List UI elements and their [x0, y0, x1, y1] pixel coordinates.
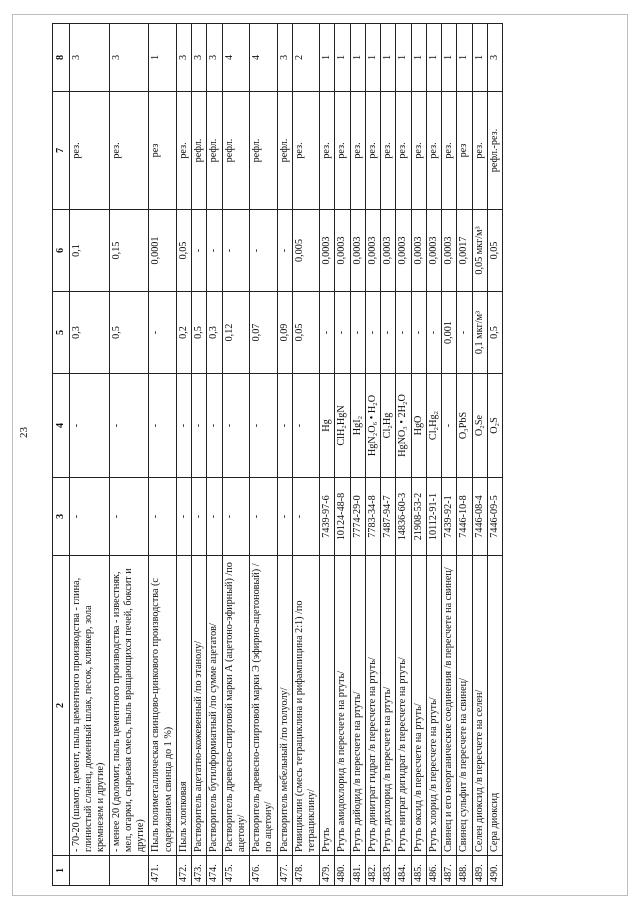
- action-type: рез.: [109, 92, 149, 210]
- hazard-class: 1: [442, 24, 457, 92]
- hazard-class: 1: [396, 24, 411, 92]
- row-number: 489.: [472, 856, 487, 886]
- action-type: рез.: [335, 92, 350, 210]
- action-type: рез.: [381, 92, 396, 210]
- substance-name: Растворитель древесно-спиртовой марки А (ацетоно-эфирный) /по ацетону/: [222, 556, 249, 856]
- row-number: 472.: [176, 856, 191, 886]
- table-row: [207, 24, 222, 886]
- cas-number: -: [70, 478, 110, 556]
- value-col-6: -: [192, 210, 207, 292]
- row-number: 487.: [442, 856, 457, 886]
- cas-number: 7487-94-7: [381, 478, 396, 556]
- value-col-5: 0,5: [192, 292, 207, 374]
- row-number: 481.: [350, 856, 365, 886]
- formula: HgNO₃ • 2H₂O: [396, 374, 411, 478]
- table-row: [250, 24, 277, 886]
- table-row: [222, 24, 249, 886]
- value-col-6: 0,0003: [365, 210, 380, 292]
- formula: HgI₂: [350, 374, 365, 478]
- row-number: 486.: [426, 856, 441, 886]
- formula: -: [207, 374, 222, 478]
- row-number: [109, 856, 149, 886]
- cas-number: 7446-08-4: [472, 478, 487, 556]
- header-cell: 3: [53, 478, 70, 556]
- header-row: [53, 24, 70, 886]
- value-col-5: -: [149, 292, 176, 374]
- cas-number: -: [192, 478, 207, 556]
- table-row: [320, 24, 335, 886]
- action-type: рез.: [70, 92, 110, 210]
- value-col-6: -: [277, 210, 292, 292]
- table-row: [411, 24, 426, 886]
- value-col-5: 0,07: [250, 292, 277, 374]
- substance-name: - 70-20 (шамот, цемент, пыль цементного производства - глина, глинистый сланец, доменный шлак, песок, клинкер, зола кремнезем и другие): [70, 556, 110, 856]
- table-row: [426, 24, 441, 886]
- header-cell: 8: [53, 24, 70, 92]
- action-type: рез.: [411, 92, 426, 210]
- table-row: [109, 24, 149, 886]
- hazard-class: 3: [70, 24, 110, 92]
- header-cell: 7: [53, 92, 70, 210]
- substance-name: Растворитель мебельный /по толуолу/: [277, 556, 292, 856]
- value-col-6: 0,05: [176, 210, 191, 292]
- value-col-5: 0,5: [487, 292, 502, 374]
- cas-number: 10124-48-8: [335, 478, 350, 556]
- action-type: рефл.: [207, 92, 222, 210]
- formula: -: [176, 374, 191, 478]
- value-col-6: 0,1: [70, 210, 110, 292]
- substance-name: Ртуть хлорид /в пересчете на ртуть/: [426, 556, 441, 856]
- table-row: [176, 24, 191, 886]
- formula: -: [149, 374, 176, 478]
- formula: -: [250, 374, 277, 478]
- formula: -: [222, 374, 249, 478]
- action-type: рез: [149, 92, 176, 210]
- value-col-5: 0,12: [222, 292, 249, 374]
- substance-name: Ртуть динитрат гидрат /в пересчете на ртуть/: [365, 556, 380, 856]
- value-col-6: 0,0003: [381, 210, 396, 292]
- table-row: [457, 24, 472, 886]
- value-col-6: 0,0001: [149, 210, 176, 292]
- cas-number: -: [222, 478, 249, 556]
- formula: -: [442, 374, 457, 478]
- table-row: [365, 24, 380, 886]
- cas-number: 21908-53-2: [411, 478, 426, 556]
- cas-number: 7439-92-1: [442, 478, 457, 556]
- value-col-6: 0,0003: [335, 210, 350, 292]
- substance-table: [52, 23, 503, 886]
- substance-name: Сера диоксид: [487, 556, 502, 856]
- value-col-5: -: [350, 292, 365, 374]
- row-number: 478.: [292, 856, 319, 886]
- row-number: 473.: [192, 856, 207, 886]
- formula: -: [292, 374, 319, 478]
- table-row: [442, 24, 457, 886]
- substance-name: Растворитель ацетатно-кожевенный /по этанолу/: [192, 556, 207, 856]
- action-type: рефл.: [192, 92, 207, 210]
- substance-name: Свинец сульфит /в пересчете на свинец/: [457, 556, 472, 856]
- table-row: [487, 24, 502, 886]
- value-col-5: -: [381, 292, 396, 374]
- action-type: рез.: [320, 92, 335, 210]
- substance-name: Ртуть дихлорид /в пересчете на ртуть/: [381, 556, 396, 856]
- table-row: [350, 24, 365, 886]
- hazard-class: 3: [192, 24, 207, 92]
- formula: -: [277, 374, 292, 478]
- row-number: 471.: [149, 856, 176, 886]
- hazard-class: 1: [411, 24, 426, 92]
- value-col-6: 0,0003: [426, 210, 441, 292]
- cas-number: 10112-91-1: [426, 478, 441, 556]
- action-type: рез: [457, 92, 472, 210]
- action-type: рез.: [442, 92, 457, 210]
- formula: Cl₂Hg₂: [426, 374, 441, 478]
- row-number: 482.: [365, 856, 380, 886]
- row-number: 474.: [207, 856, 222, 886]
- table-row: [472, 24, 487, 886]
- value-col-6: 0,05: [487, 210, 502, 292]
- row-number: 475.: [222, 856, 249, 886]
- value-col-6: 0,15: [109, 210, 149, 292]
- hazard-class: 1: [320, 24, 335, 92]
- formula: Hg: [320, 374, 335, 478]
- substance-name: Ртуть: [320, 556, 335, 856]
- action-type: рез.: [396, 92, 411, 210]
- value-col-5: -: [320, 292, 335, 374]
- cas-number: -: [250, 478, 277, 556]
- action-type: рефл.: [222, 92, 249, 210]
- substance-name: Ривициклин (смесь тетрациклина и рифампицина 2:1) /по тетрациклину/: [292, 556, 319, 856]
- header-cell: 1: [53, 856, 70, 886]
- formula: Cl₂Hg: [381, 374, 396, 478]
- formula: -: [192, 374, 207, 478]
- cas-number: 7446-10-8: [457, 478, 472, 556]
- value-col-6: 0,0017: [457, 210, 472, 292]
- substance-name: Селен диоксид /в пересчете на селен/: [472, 556, 487, 856]
- value-col-5: 0,3: [70, 292, 110, 374]
- hazard-class: 3: [109, 24, 149, 92]
- table-row: [292, 24, 319, 886]
- action-type: рез.: [176, 92, 191, 210]
- table-row: [335, 24, 350, 886]
- hazard-class: 1: [457, 24, 472, 92]
- cas-number: 7439-97-6: [320, 478, 335, 556]
- value-col-5: 0,5: [109, 292, 149, 374]
- value-col-6: 0,0003: [442, 210, 457, 292]
- row-number: [70, 856, 110, 886]
- formula: O₃PbS: [457, 374, 472, 478]
- value-col-5: 0,2: [176, 292, 191, 374]
- value-col-6: -: [222, 210, 249, 292]
- row-number: 485.: [411, 856, 426, 886]
- header-cell: 2: [53, 556, 70, 856]
- row-number: 477.: [277, 856, 292, 886]
- action-type: рез.: [365, 92, 380, 210]
- value-col-6: 0,0003: [411, 210, 426, 292]
- value-col-6: -: [207, 210, 222, 292]
- header-cell: 5: [53, 292, 70, 374]
- value-col-6: 0,0003: [350, 210, 365, 292]
- formula: HgO: [411, 374, 426, 478]
- value-col-6: 0,0003: [320, 210, 335, 292]
- cas-number: -: [149, 478, 176, 556]
- formula: HgN₂O₆ • H₂O: [365, 374, 380, 478]
- row-number: 483.: [381, 856, 396, 886]
- table-row: [277, 24, 292, 886]
- value-col-5: -: [411, 292, 426, 374]
- hazard-class: 2: [292, 24, 319, 92]
- table-row: [70, 24, 110, 886]
- formula: O₂S: [487, 374, 502, 478]
- cas-number: -: [109, 478, 149, 556]
- value-col-5: 0,09: [277, 292, 292, 374]
- hazard-class: 1: [365, 24, 380, 92]
- substance-name: Свинец и его неорганические соединения /в пересчете на свинец/: [442, 556, 457, 856]
- value-col-6: 0,005: [292, 210, 319, 292]
- action-type: рез.: [350, 92, 365, 210]
- cas-number: -: [277, 478, 292, 556]
- formula: -: [70, 374, 110, 478]
- hazard-class: 1: [149, 24, 176, 92]
- value-col-5: -: [335, 292, 350, 374]
- row-number: 484.: [396, 856, 411, 886]
- cas-number: -: [207, 478, 222, 556]
- hazard-class: 1: [381, 24, 396, 92]
- cas-number: 7774-29-0: [350, 478, 365, 556]
- value-col-5: -: [457, 292, 472, 374]
- row-number: 479.: [320, 856, 335, 886]
- cas-number: -: [176, 478, 191, 556]
- value-col-6: -: [250, 210, 277, 292]
- substance-name: Пыль полиметаллическая свинцово-цинкового производства (с содержанием свинца до 1 %): [149, 556, 176, 856]
- action-type: рефл.: [250, 92, 277, 210]
- substance-name: Пыль хлопковая: [176, 556, 191, 856]
- substance-name: Растворитель древесно-спиртовой марки Э (эфирно-ацетоновый) /по ацетону/: [250, 556, 277, 856]
- hazard-class: 1: [426, 24, 441, 92]
- substance-name: - менее 20 (доломит, пыль цементного производства - известняк, мел, огарки, сырьевая смесь, пыль вращающихся печей, боксит и другие): [109, 556, 149, 856]
- table-row: [149, 24, 176, 886]
- hazard-class: 3: [207, 24, 222, 92]
- cas-number: 7783-34-8: [365, 478, 380, 556]
- action-type: рез.: [426, 92, 441, 210]
- cas-number: 7446-09-5: [487, 478, 502, 556]
- row-number: 490.: [487, 856, 502, 886]
- cas-number: 14836-60-3: [396, 478, 411, 556]
- substance-name: Ртуть нитрат дигидрат /в пересчете на ртуть/: [396, 556, 411, 856]
- table-row: [381, 24, 396, 886]
- substance-name: Ртуть амидохлорид /в пересчете на ртуть/: [335, 556, 350, 856]
- row-number: 488.: [457, 856, 472, 886]
- rotated-table-container: [52, 24, 624, 886]
- formula: ClH₂HgN: [335, 374, 350, 478]
- value-col-5: 0,1 мкг/м³: [472, 292, 487, 374]
- value-col-5: 0,3: [207, 292, 222, 374]
- header-cell: 6: [53, 210, 70, 292]
- cas-number: -: [292, 478, 319, 556]
- value-col-6: 0,0003: [396, 210, 411, 292]
- table-row: [192, 24, 207, 886]
- hazard-class: 1: [350, 24, 365, 92]
- hazard-class: 3: [277, 24, 292, 92]
- row-number: 480.: [335, 856, 350, 886]
- value-col-5: -: [396, 292, 411, 374]
- action-type: рефл.-рез.: [487, 92, 502, 210]
- hazard-class: 1: [335, 24, 350, 92]
- action-type: рефл.: [277, 92, 292, 210]
- value-col-5: 0,05: [292, 292, 319, 374]
- substance-name: Растворитель бутилформиатный /по сумме ацетатов/: [207, 556, 222, 856]
- hazard-class: 3: [176, 24, 191, 92]
- formula: O₂Se: [472, 374, 487, 478]
- value-col-5: -: [365, 292, 380, 374]
- formula: -: [109, 374, 149, 478]
- page-number: 23: [18, 427, 30, 438]
- table-row: [396, 24, 411, 886]
- value-col-5: -: [426, 292, 441, 374]
- substance-name: Ртуть дийодид /в пересчете на ртуть/: [350, 556, 365, 856]
- hazard-class: 1: [472, 24, 487, 92]
- value-col-6: 0,05 мкг/м³: [472, 210, 487, 292]
- action-type: рез.: [472, 92, 487, 210]
- hazard-class: 4: [250, 24, 277, 92]
- header-cell: 4: [53, 374, 70, 478]
- hazard-class: 3: [487, 24, 502, 92]
- substance-name: Ртуть оксид /в пересчете на ртуть/: [411, 556, 426, 856]
- row-number: 476.: [250, 856, 277, 886]
- value-col-5: 0,001: [442, 292, 457, 374]
- hazard-class: 4: [222, 24, 249, 92]
- action-type: рез.: [292, 92, 319, 210]
